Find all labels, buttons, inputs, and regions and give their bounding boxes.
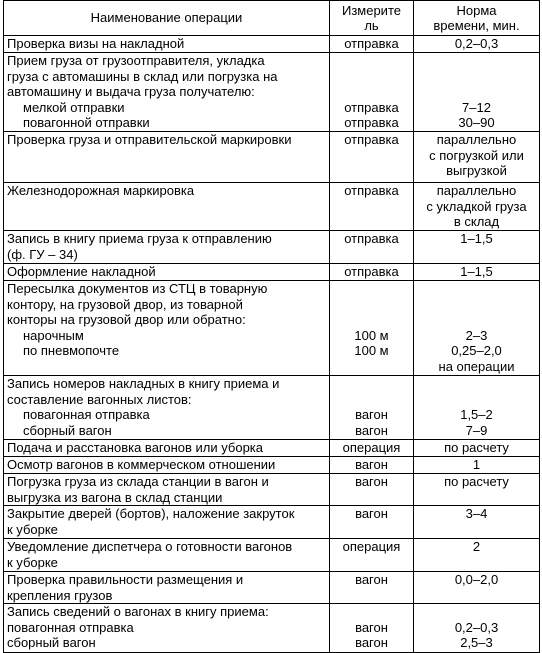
norm-cell: 7–12 30–90 [414, 53, 540, 132]
operation-name: Погрузка груза из склада станции в вагон и выгрузка из вагона в склад станции [4, 474, 330, 506]
unit-cell: 100 м 100 м [330, 281, 414, 376]
table-row [4, 457, 540, 474]
norm-cell: по расчету [414, 474, 540, 506]
table-row [4, 474, 540, 506]
time-norms-table [3, 0, 540, 653]
norm-cell: 0,0–2,0 [414, 572, 540, 604]
table-row [4, 604, 540, 653]
operation-name: Проверка правильности размещения и крепления грузов [4, 572, 330, 604]
table-row [4, 281, 540, 376]
header-time-norm: Норма времени, мин. [414, 1, 540, 36]
norm-cell: параллельно с погрузкой или выгрузкой [414, 132, 540, 183]
operation-name: Запись сведений о вагонах в книгу приема: повагонная отправка сборный вагон [4, 604, 330, 653]
operation-name: Прием груза от грузоотправителя, укладка груза с автомашины в склад или погрузка на автомашину и выдача груза получателю: мелкой отправки повагонной отправки [4, 53, 330, 132]
table-row [4, 572, 540, 604]
unit-cell: операция [330, 440, 414, 457]
unit-cell: вагон [330, 474, 414, 506]
operation-name: Железнодорожная маркировка [4, 183, 330, 231]
header-unit: Измерите ль [330, 1, 414, 36]
table-row [4, 539, 540, 572]
table-row [4, 506, 540, 539]
operation-name: Запись номеров накладных в книгу приема и составление вагонных листов: повагонная отправка сборный вагон [4, 376, 330, 440]
norm-cell: 0,2–0,3 2,5–3 [414, 604, 540, 653]
operation-name: Подача и расстановка вагонов или уборка [4, 440, 330, 457]
unit-cell: отправка [330, 264, 414, 281]
unit-cell: вагон [330, 457, 414, 474]
norm-cell: параллельно с укладкой груза в склад [414, 183, 540, 231]
operation-name: Закрытие дверей (бортов), наложение закруток к уборке [4, 506, 330, 539]
table-row [4, 440, 540, 457]
unit-cell: вагон вагон [330, 376, 414, 440]
unit-cell: операция [330, 539, 414, 572]
norm-cell: 1 [414, 457, 540, 474]
norm-cell: 2 [414, 539, 540, 572]
operation-name: Запись в книгу приема груза к отправлению (ф. ГУ – 34) [4, 231, 330, 264]
unit-cell: отправка [330, 132, 414, 183]
unit-cell: отправка [330, 183, 414, 231]
norm-cell: 3–4 [414, 506, 540, 539]
norm-cell: 2–3 0,25–2,0 на операции [414, 281, 540, 376]
header-operation-name: Наименование операции [4, 1, 330, 36]
operation-name: Пересылка документов из СТЦ в товарную контору, на грузовой двор, из товарной конторы на грузовой двор или обратно: нарочным по пневмопочте [4, 281, 330, 376]
table-row [4, 231, 540, 264]
operation-name: Проверка визы на накладной [4, 36, 330, 53]
norm-cell: по расчету [414, 440, 540, 457]
operation-name: Оформление накладной [4, 264, 330, 281]
unit-cell: отправка отправка [330, 53, 414, 132]
unit-cell: отправка [330, 36, 414, 53]
table-row [4, 53, 540, 132]
operation-name: Уведомление диспетчера о готовности вагонов к уборке [4, 539, 330, 572]
norm-cell: 1–1,5 [414, 231, 540, 264]
norm-cell: 1,5–2 7–9 [414, 376, 540, 440]
operation-name: Проверка груза и отправительской маркировки [4, 132, 330, 183]
unit-cell: вагон вагон [330, 604, 414, 653]
table-row [4, 376, 540, 440]
operation-name: Осмотр вагонов в коммерческом отношении [4, 457, 330, 474]
unit-cell: вагон [330, 506, 414, 539]
norm-cell: 0,2–0,3 [414, 36, 540, 53]
table-row [4, 183, 540, 231]
table-row [4, 264, 540, 281]
table-header-row [4, 1, 540, 36]
unit-cell: отправка [330, 231, 414, 264]
unit-cell: вагон [330, 572, 414, 604]
norm-cell: 1–1,5 [414, 264, 540, 281]
table-row [4, 36, 540, 53]
table-row [4, 132, 540, 183]
